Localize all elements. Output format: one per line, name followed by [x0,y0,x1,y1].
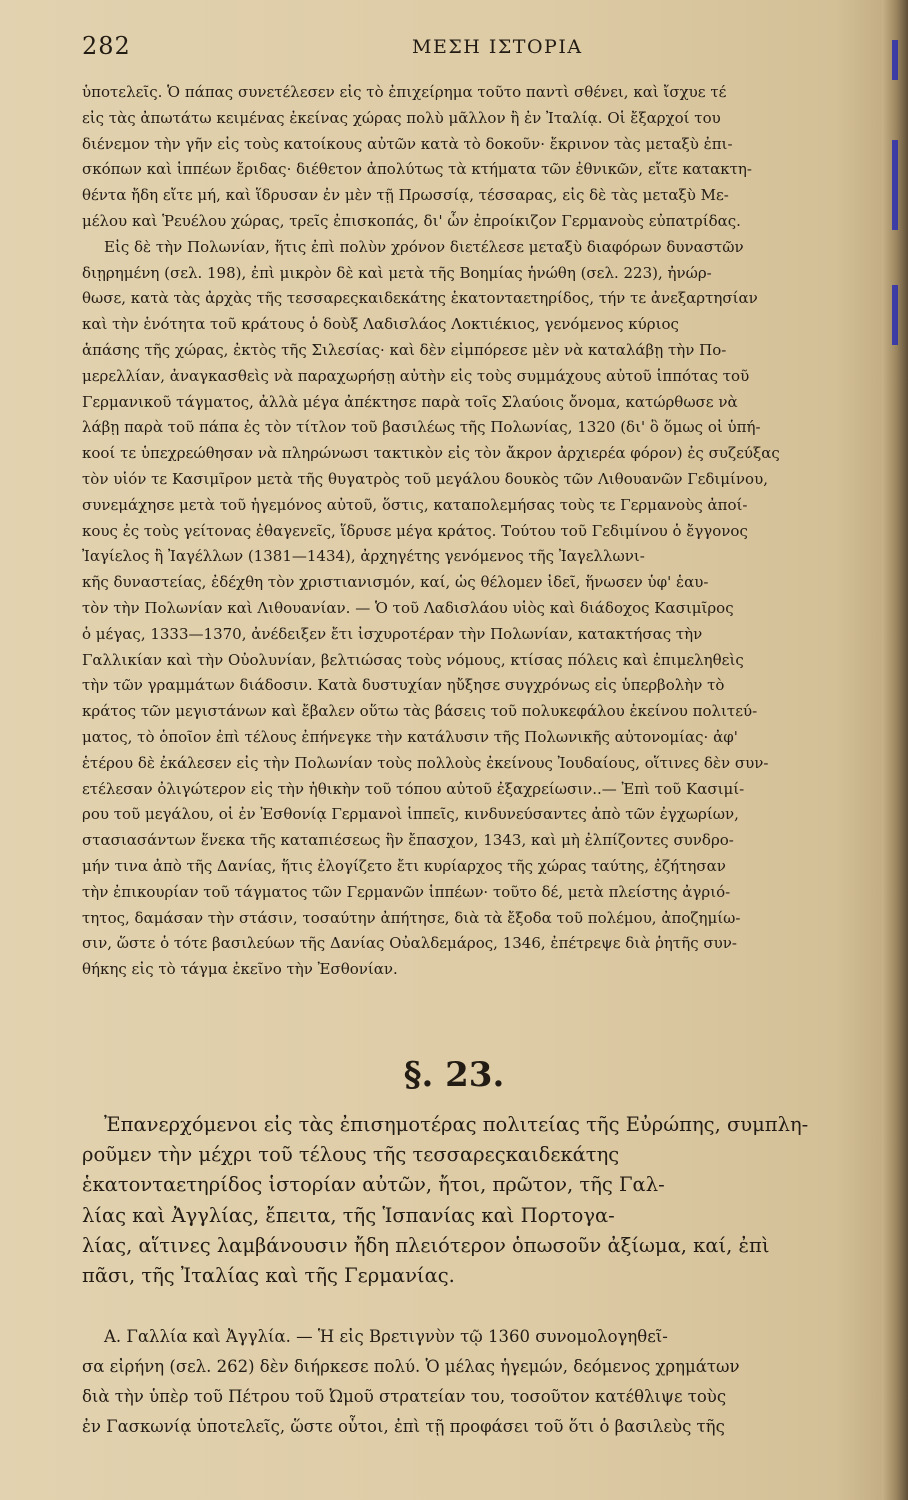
ink-mark [892,140,898,230]
text-line: λίας, αἵτινες λαμβάνουσιν ἤδη πλειότερον ὁπωσοῦν ἀξίωμα, καί, ἐπὶ [82,1233,770,1257]
page-number: 282 [82,32,131,60]
text-line: κοοί τε ὑπεχρεώθησαν νὰ πληρώνωσι τακτικὸν εἰς τὸν ἄκρον ἀρχιερέα φόρον) ἐς συζεύξας [82,444,780,463]
text-line: σα εἰρήνη (σελ. 262) δὲν διήρκεσε πολύ. Ὁ μέλας ἡγεμών, δεόμενος χρημάτων [82,1357,740,1376]
text-line: Α. Γαλλία καὶ Ἀγγλία. — Ἡ εἰς Βρετιγνὺν τῷ 1360 συνομολογηθεῖ- [104,1327,668,1346]
page-gutter [882,0,908,1500]
text-line: θήκης εἰς τὸ τάγμα ἐκεῖνο τὴν Ἐσθονίαν. [82,960,398,979]
text-line: στασιασάντων ἕνεκα τῆς καταπιέσεως ἣν ἔπασχον, 1343, καὶ μὴ ἐλπίζοντες συνδρο- [82,831,734,850]
paragraph-2 [82,235,872,983]
text-line: μερελλίαν, ἀναγκασθεὶς νὰ παραχωρήσῃ αὐτὴν εἰς τοὺς συμμάχους αὐτοῦ ἱππότας τοῦ [82,366,750,385]
body-text-small [82,80,872,983]
text-line: τὸν τὴν Πολωνίαν καὶ Λιθουανίαν. — Ὁ τοῦ Λαδισλάου υἱὸς καὶ διάδοχος Κασιμῖρος [82,598,734,617]
text-line: Γαλλικίαν καὶ τὴν Οὐολυνίαν, βελτιώσας τοὺς νόμους, κτίσας πόλεις καὶ ἐπιμεληθεὶς [82,650,744,669]
text-line: συνεμάχησε μετὰ τοῦ ἡγεμόνος αὐτοῦ, ὅστις, καταπολεμήσας τοὺς τε Γερμανοὺς ἀποί- [82,495,748,514]
page-header [82,28,872,68]
text-line: ὑποτελεῖς. Ὁ πάπας συνετέλεσεν εἰς τὸ ἐπιχείρημα τοῦτο παντὶ σθένει, καὶ ἴσχυε τέ [82,83,727,101]
text-line: ὁ μέγας, 1333—1370, ἀνέδειξεν ἔτι ἰσχυροτέραν τὴν Πολωνίαν, κατακτήσας τὴν [82,624,703,643]
text-line: τὴν ἐπικουρίαν τοῦ τάγματος τῶν Γερμανῶν ἱππέων· τοῦτο δέ, μετὰ πλείστης ἀγριό- [82,882,731,901]
paragraph-3 [82,1110,872,1291]
text-line: τητος, δαμάσαν τὴν στάσιν, τοσαύτην ἀπήτησε, διὰ τὰ ἔξοδα τοῦ πολέμου, ἀποζημίω- [82,908,741,927]
text-line: Εἰς δὲ τὴν Πολωνίαν, ἥτις ἐπὶ πολὺν χρόνον διετέλεσε μεταξὺ διαφόρων δυναστῶν [104,237,744,256]
running-title: ΜΕΣΗ ΙΣΤΟΡΙΑ [412,36,583,58]
text-line: τὸν υἱόν τε Κασιμῖρον μετὰ τῆς θυγατρὸς τοῦ μεγάλου δουκὸς τῶν Λιθουανῶν Γεδιμίνου, [82,469,768,488]
text-line: εἰς τὰς ἀπωτάτω κειμένας ἐκείνας χώρας πολὺ μᾶλλον ἢ ἐν Ἰταλίᾳ. Οἱ ἔξαρχοί του [82,108,721,127]
text-line: θέντα ἤδη εἴτε μή, καὶ ἵδρυσαν ἐν μὲν τῇ Πρωσσίᾳ, τέσσαρας, εἰς δὲ τὰς μεταξὺ Με- [82,186,729,205]
text-line: ρου τοῦ μεγάλου, οἱ ἐν Ἐσθονίᾳ Γερμανοὶ ἱππεῖς, κινδυνεύσαντες ἀπὸ τῶν ἐγχωρίων, [82,805,739,824]
text-line: Γερμανικοῦ τάγματος, ἀλλὰ μέγα ἀπέκτησε παρὰ τοῖς Σλαύοις ὄνομα, κατώρθωσε νὰ [82,392,738,411]
text-line: ἑτέρου δὲ ἐκάλεσεν εἰς τὴν Πολωνίαν τοὺς πολλοὺς ἐκείνους Ἰουδαίους, οἵτινες δὲν συν- [82,753,769,772]
text-line: Ἰαγίελος ἢ Ἰαγέλλων (1381—1434), ἀρχηγέτης γενόμενος τῆς Ἰαγελλωνι- [82,547,645,566]
text-line: κράτος τῶν μεγιστάνων καὶ ἔβαλεν οὕτω τὰς βάσεις τοῦ πολυκεφάλου ἐκείνου πολιτεύ- [82,702,758,721]
text-line: ροῦμεν τὴν μέχρι τοῦ τέλους τῆς τεσσαρεςκαιδεκάτης [82,1143,620,1167]
paragraph-1 [82,80,872,235]
text-line: σιν, ὥστε ὁ τότε βασιλεύων τῆς Δανίας Οὐαλδεμάρος, 1346, ἐπέτρεψε διὰ ῥητῆς συν- [82,934,737,953]
text-line: ετέλεσαν ὀλιγώτερον εἰς τὴν ἠθικὴν τοῦ τόπου αὐτοῦ ἐξαχρείωσιν..— Ἐπὶ τοῦ Κασιμί- [82,779,745,798]
ink-mark [892,40,898,80]
ink-mark [892,285,898,345]
text-line: ἁπάσης τῆς χώρας, ἐκτὸς τῆς Σιλεσίας· καὶ δὲν εἰμπόρεσε μὲν νὰ καταλάβῃ τὴν Πο- [82,340,727,359]
text-line: Ἐπανερχόμενοι εἰς τὰς ἐπισημοτέρας πολιτείας τῆς Εὐρώπης, συμπλη- [104,1113,809,1136]
text-line: ἐν Γασκωνίᾳ ὑποτελεῖς, ὥστε οὗτοι, ἐπὶ τῇ προφάσει τοῦ ὅτι ὁ βασιλεὺς τῆς [82,1417,725,1436]
text-line: κους ἐς τοὺς γείτονας ἐθαγενεῖς, ἵδρυσε μέγα κράτος. Τούτου τοῦ Γεδιμίνου ὁ ἔγγονος [82,521,748,540]
text-line: τὴν τῶν γραμμάτων διάδοσιν. Κατὰ δυστυχίαν ηὔξησε συγχρόνως εἰς ὑπερβολὴν τὸ [82,676,725,695]
paragraph-4 [82,1322,872,1442]
text-line: θωσε, κατὰ τὰς ἀρχὰς τῆς τεσσαρεςκαιδεκάτης ἑκατονταετηρίδος, τήν τε ἀνεξαρτησίαν [82,289,758,308]
text-line: ματος, τὸ ὁποῖον ἐπὶ τέλους ἐπήνεγκε τὴν κατάλυσιν τῆς Πολωνικῆς αὐτονομίας· ἀφ' [82,727,738,746]
text-line: διὰ τὴν ὑπὲρ τοῦ Πέτρου τοῦ Ὠμοῦ στρατείαν του, τοσοῦτον κατέθλιψε τοὺς [82,1387,727,1406]
text-line: μήν τινα ἀπὸ τῆς Δανίας, ἥτις ἐλογίζετο ἔτι κυρίαρχος τῆς χώρας ταύτης, ἐζήτησαν [82,856,726,875]
text-line: σκόπων καὶ ἱππέων ἔριδας· διέθετον ἀπολύτως τὰ κτήματα τῶν ἐθνικῶν, εἴτε κατακτη- [82,160,752,179]
text-line: ἑκατονταετηρίδος ἱστορίαν αὐτῶν, ἤτοι, πρῶτον, τῆς Γαλ- [82,1173,665,1197]
text-line: μέλου καὶ Ῥευέλου χώρας, τρεῖς ἐπισκοπάς, δι' ὧν ἐπροίκιζον Γερμανοὺς εὐπατρίδας. [82,211,741,230]
text-line: διένεμον τὴν γῆν εἰς τοὺς κατοίκους αὐτῶν κατὰ τὸ δοκοῦν· ἔκρινον τὰς μεταξὺ ἐπι- [82,134,733,153]
text-line: πᾶσι, τῆς Ἰταλίας καὶ τῆς Γερμανίας. [82,1264,455,1288]
text-line: καὶ τὴν ἑνότητα τοῦ κράτους ὁ δοὺξ Λαδισλάος Λοκτιέκιος, γενόμενος κύριος [82,315,679,334]
text-line: διῃρημένη (σελ. 198), ἐπὶ μικρὸν δὲ καὶ μετὰ τῆς Βοημίας ἡνώθη (σελ. 223), ἠνώρ- [82,263,712,282]
section-heading: §. 23. [403,1055,505,1095]
text-line: λίας καὶ Ἀγγλίας, ἔπειτα, τῆς Ἱσπανίας καὶ Πορτογα- [82,1203,615,1227]
text-line: λάβῃ παρὰ τοῦ πάπα ἐς τὸν τίτλον τοῦ βασιλέως τῆς Πολωνίας, 1320 (δι' ὃ ὅμως οἱ ὑπή- [82,418,761,437]
text-line: κῆς δυναστείας, ἐδέχθη τὸν χριστιανισμόν, καί, ὡς θέλομεν ἰδεῖ, ἥνωσεν ὑφ' ἑαυ- [82,573,709,592]
